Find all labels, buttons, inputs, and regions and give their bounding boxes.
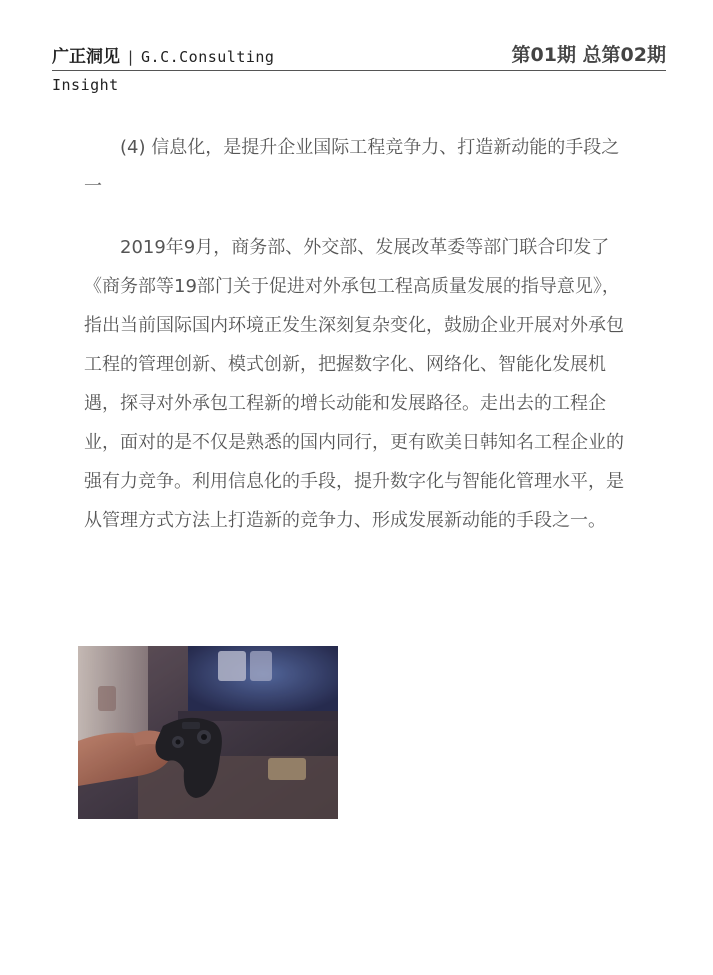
body-paragraph: 2019年9月，商务部、外交部、发展改革委等部门联合印发了《商务部等19部门关于促进对外承包工程高质量发展的指导意见》，指出当前国际国内环境正发生深刻复杂变化，鼓励企业开展对外承包工程的管理创新、模式创新，把握数字化、网络化、智能化发展机遇，探寻对外承包工程新的增长动能和发展路径。走出去的工程企业，面对的是不仅是熟悉的国内同行，更有欧美日韩知名工程企业的强有力竞争。利用信息化的手段，提升数字化与智能化管理水平，是从管理方式方法上打造新的竞争力、形成发展新动能的手段之一。 [84, 237, 624, 531]
game-controller-photo [78, 646, 338, 819]
article-content [84, 128, 634, 540]
brand-separator: | [126, 48, 136, 66]
brand-line [52, 42, 274, 67]
page-header [52, 40, 666, 70]
brand-name-en: G.C.Consulting [141, 48, 275, 66]
issue-number: 第01期 总第02期 [511, 44, 666, 66]
header-divider [52, 70, 666, 71]
brand-name-cn: 广正洞见 [52, 47, 120, 67]
brand-name-en-continued: Insight [52, 76, 119, 94]
section-heading: (4) 信息化，是提升企业国际工程竞争力、打造新动能的手段之一 [84, 137, 620, 197]
